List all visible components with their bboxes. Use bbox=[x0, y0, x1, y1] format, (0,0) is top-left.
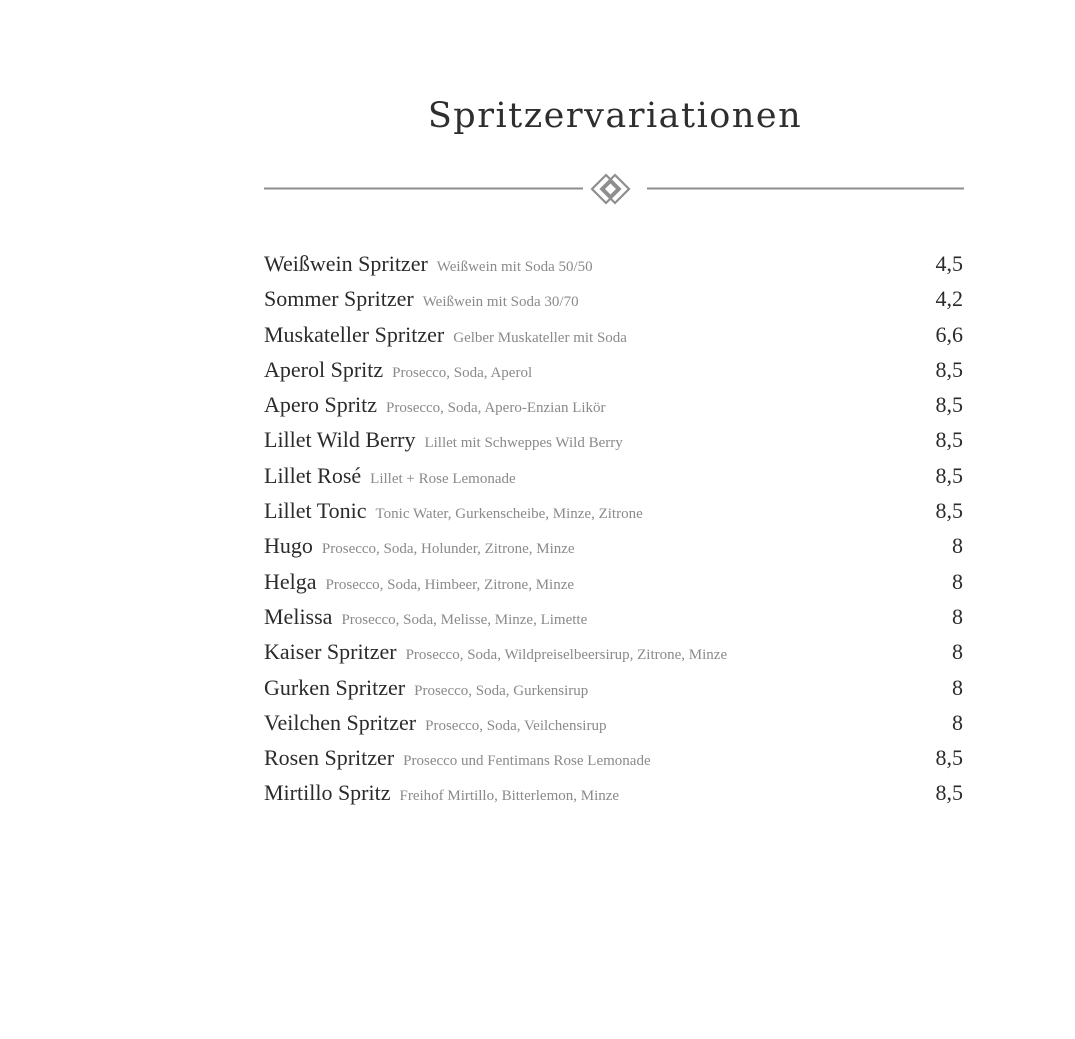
item-name: Weißwein Spritzer bbox=[264, 251, 428, 276]
item-price: 8,5 bbox=[935, 427, 963, 453]
item-description: Prosecco, Soda, Gurkensirup bbox=[414, 682, 589, 699]
item-description: Prosecco, Soda, Himbeer, Zitrone, Minze bbox=[325, 576, 575, 593]
item-name: Lillet Tonic bbox=[264, 498, 367, 524]
item-name: Veilchen Spritzer bbox=[264, 709, 417, 735]
item-description: Weißwein mit Soda 30/70 bbox=[422, 294, 579, 311]
drink-list bbox=[264, 246, 963, 811]
item-description: Freihof Mirtillo, Bitterlemon, Minze bbox=[399, 788, 620, 805]
item-price: 8 bbox=[952, 709, 963, 735]
section-divider bbox=[264, 172, 964, 206]
item-description: Prosecco, Soda, Holunder, Zitrone, Minze bbox=[321, 541, 575, 558]
item-price: 8 bbox=[952, 533, 963, 559]
item-price: 8,5 bbox=[935, 356, 963, 382]
item-description: Prosecco, Soda, Veilchensirup bbox=[425, 717, 607, 734]
list-item bbox=[264, 493, 963, 528]
item-name: Apero Spritz bbox=[264, 392, 378, 418]
list-item bbox=[264, 352, 963, 387]
item-name: Hugo bbox=[264, 533, 313, 559]
list-item bbox=[264, 246, 963, 281]
item-name: Rosen Spritzer bbox=[264, 745, 395, 771]
list-item bbox=[264, 422, 963, 457]
item-description: Prosecco, Soda, Aperol bbox=[392, 364, 533, 381]
item-description: Lillet mit Schweppes Wild Berry bbox=[424, 435, 623, 452]
item-price: 8 bbox=[952, 639, 963, 665]
list-item bbox=[264, 564, 963, 599]
item-price: 8 bbox=[952, 674, 963, 700]
item-name: Melissa bbox=[264, 603, 333, 629]
diamond-ornament-icon bbox=[592, 175, 629, 203]
item-name: Aperol Spritz bbox=[264, 356, 384, 382]
item-description: Prosecco, Soda, Melisse, Minze, Limette bbox=[341, 611, 588, 628]
item-description: Lillet + Rose Lemonade bbox=[370, 470, 516, 487]
item-name: Helga bbox=[264, 568, 317, 594]
item-price: 8,5 bbox=[935, 780, 963, 806]
page-title: Spritzervariationen bbox=[427, 96, 803, 136]
item-price: 8,5 bbox=[935, 392, 963, 418]
item-description: Weißwein mit Soda 50/50 bbox=[436, 259, 593, 275]
item-price: 8,5 bbox=[935, 745, 963, 771]
item-price: 8 bbox=[952, 603, 963, 629]
item-price: 4,5 bbox=[935, 251, 963, 276]
list-item bbox=[264, 458, 963, 493]
item-price: 8,5 bbox=[935, 462, 963, 488]
item-name: Lillet Rosé bbox=[264, 462, 362, 488]
item-name: Mirtillo Spritz bbox=[264, 780, 391, 806]
list-item bbox=[264, 599, 963, 634]
list-item bbox=[264, 705, 963, 740]
item-price: 4,2 bbox=[935, 286, 963, 312]
list-item bbox=[264, 670, 963, 705]
item-price: 6,6 bbox=[935, 321, 963, 347]
item-name: Lillet Wild Berry bbox=[264, 427, 416, 453]
item-description: Gelber Muskateller mit Soda bbox=[453, 329, 627, 346]
item-description: Prosecco und Fentimans Rose Lemonade bbox=[403, 753, 651, 770]
item-name: Muskateller Spritzer bbox=[264, 321, 445, 347]
list-item bbox=[264, 634, 963, 669]
item-description: Prosecco, Soda, Wildpreiselbeersirup, Zitrone, Minze bbox=[405, 647, 728, 664]
item-name: Gurken Spritzer bbox=[264, 674, 406, 700]
item-name: Sommer Spritzer bbox=[264, 286, 414, 312]
item-price: 8,5 bbox=[935, 498, 963, 524]
list-item bbox=[264, 528, 963, 563]
item-name: Kaiser Spritzer bbox=[264, 639, 397, 665]
list-item bbox=[264, 281, 963, 316]
list-item bbox=[264, 775, 963, 810]
item-description: Prosecco, Soda, Apero-Enzian Likör bbox=[386, 400, 606, 417]
item-description: Tonic Water, Gurkenscheibe, Minze, Zitrone bbox=[375, 506, 643, 523]
list-item bbox=[264, 387, 963, 422]
list-item bbox=[264, 740, 963, 775]
list-item bbox=[264, 317, 963, 352]
item-price: 8 bbox=[952, 568, 963, 594]
